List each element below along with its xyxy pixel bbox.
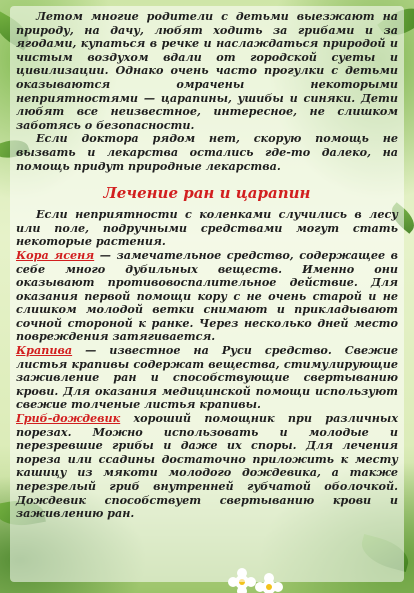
section-heading: Лечение ран и царапин bbox=[103, 184, 311, 203]
article-body bbox=[16, 10, 398, 521]
remedy-paragraph-puffball bbox=[16, 412, 398, 521]
remedy-term: Кора ясеня bbox=[16, 247, 95, 262]
intro-paragraph: Если доктора рядом нет, скорую помощь не вызвать и лекарства остались где-то далеко, на помощь придут природные лекарства. bbox=[16, 131, 398, 173]
intro-paragraph: Летом многие родители с детьми выезжают на природу, на дачу, любят ходить за грибами и за ягодами, купаться в речке и наслаждаться природой и чистым воздухом вдали от городской суеты и цивилизации. Однако очень часто прогулки с детьми оказываются омрачены некоторыми неприятностями — царапины, ушибы и синяки. Дети любят все неизвестное, интересное, не слишком заботясь о безопасности. bbox=[16, 9, 398, 132]
lead-paragraph: Если неприятности с коленками случились в лесу или поле, подручными средствами могут стать некоторые растения. bbox=[16, 207, 398, 249]
remedy-term: Крапива bbox=[16, 343, 73, 358]
remedy-paragraph-nettle bbox=[16, 344, 398, 412]
remedy-term: Гриб-дождевик bbox=[16, 411, 121, 426]
remedy-text: — замечательное средство, содержащее в себе много дубильных веществ. Именно они оказывают противовоспалительное действие. Для оказания первой помощи кору с не очень старой и не слишком молодой ветки снимают и прикладывают сочной стороной к ранке. Через несколько дней место повреждения затягивается. bbox=[16, 247, 398, 344]
remedy-paragraph-ash bbox=[16, 249, 398, 344]
remedy-text: — известное на Руси средство. Свежие листья крапивы содержат вещества, стимулирующие заживление ран и способствующие свертыванию крови. Для оказания медицинской помощи используют свежие толченые листья крапивы. bbox=[16, 343, 398, 412]
remedy-text: хороший помощник при различных порезах. Можно использовать и молодые и перезревшие грибы и даже их споры. Для лечения пореза или ссадины достаточно приложить к месту кашицу из мякоти молодого дождевика, а также перезрелый гриб внутренней губчатой оболочкой. Дождевик способствует свертыванию крови и заживлению ран. bbox=[16, 411, 398, 521]
